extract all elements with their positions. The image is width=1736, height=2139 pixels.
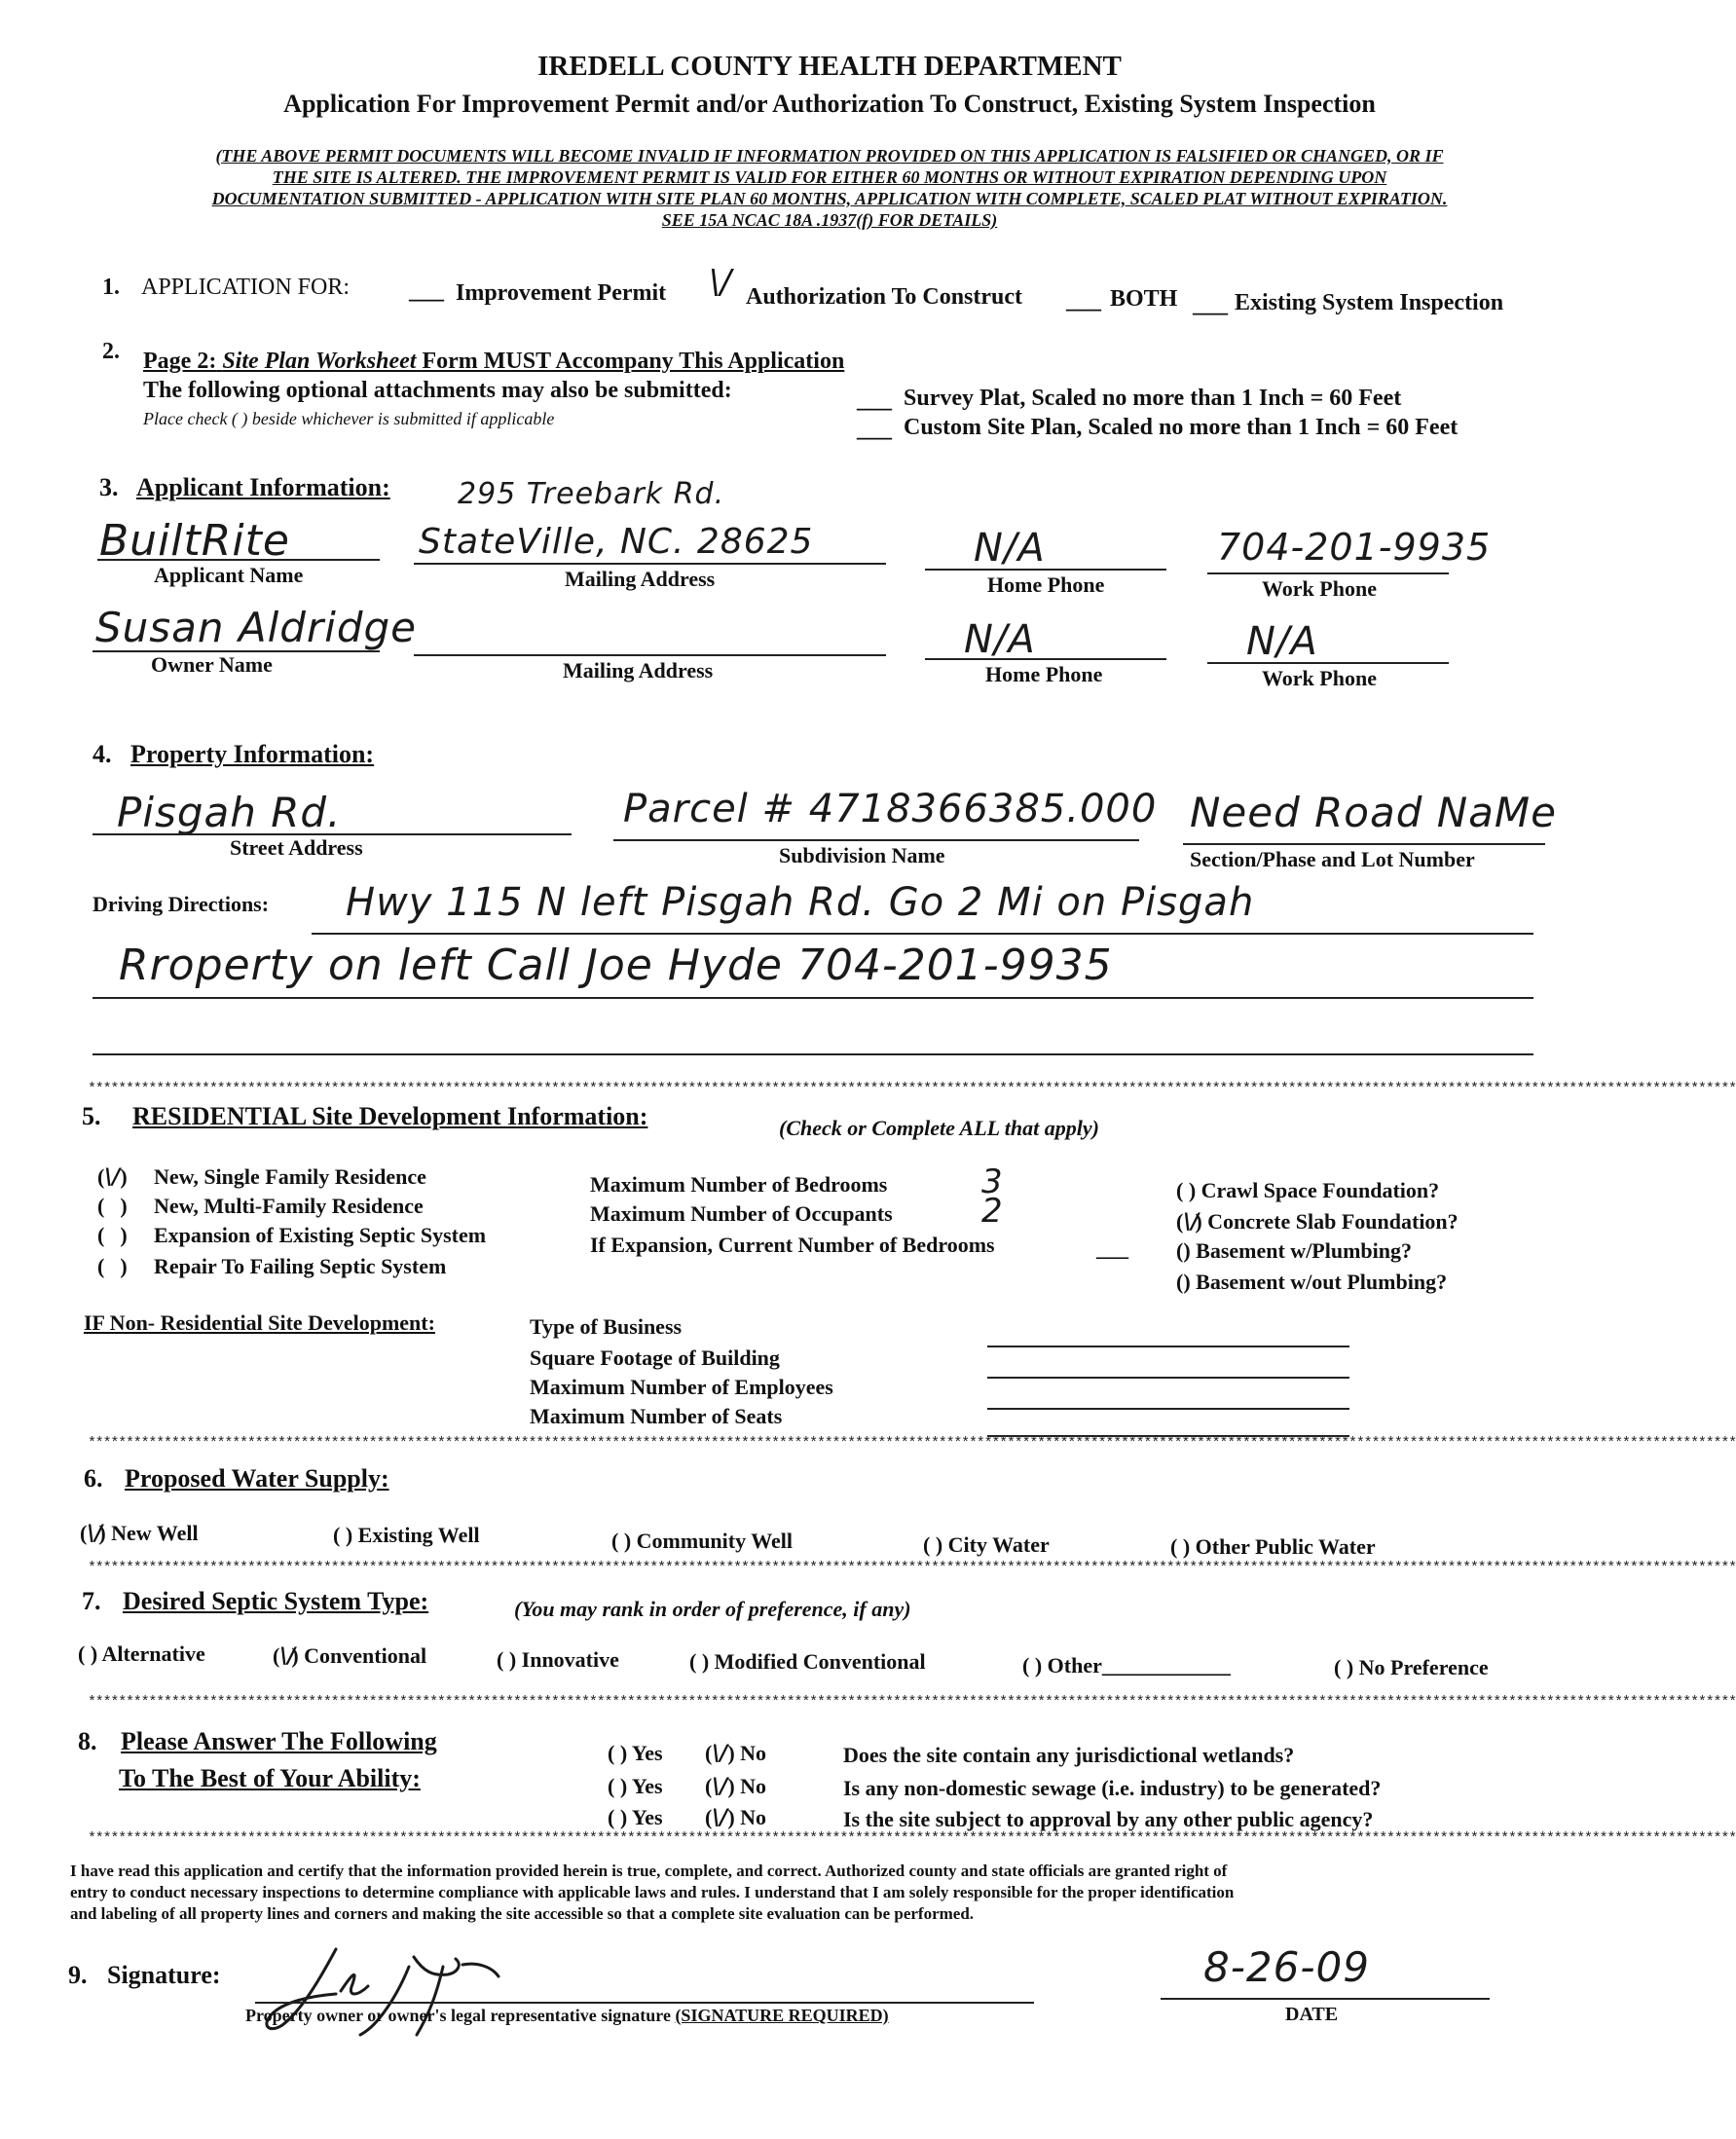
single-family-check-mark: \/ [104, 1165, 121, 1190]
question-agency: Is the site subject to approval by any other public agency? [843, 1807, 1374, 1831]
expansion-checkbox[interactable]: ( ) [97, 1223, 128, 1247]
directions-line-3 [92, 1053, 1533, 1055]
owner-work-phone-label: Work Phone [1262, 666, 1377, 690]
opt-single-family: New, Single Family Residence [154, 1164, 426, 1189]
section-7-note: (You may rank in order of preference, if any) [514, 1597, 911, 1621]
section-9-number: 9. [68, 1961, 88, 1989]
max-occupants-value[interactable]: 2 [981, 1192, 1004, 1231]
other-public-water-option[interactable]: ( ) Other Public Water [1170, 1534, 1376, 1559]
applicant-mailing-address-label: Mailing Address [565, 567, 716, 591]
owner-work-phone-line [1207, 662, 1449, 664]
section-8-label-1: Please Answer The Following [121, 1727, 437, 1755]
applicant-home-phone-value[interactable]: N/A [974, 526, 1046, 571]
basement-no-plumbing-option[interactable]: () Basement w/out Plumbing? [1176, 1270, 1448, 1294]
section-8-number: 8. [78, 1727, 97, 1755]
certification-line-3: and labeling of all property lines and corners and making the site accessible so that a complete site evaluation can be performed. [70, 1904, 975, 1923]
page-2-prefix: Page 2: [143, 349, 217, 374]
basement-plumbing-option[interactable]: () Basement w/Plumbing? [1176, 1238, 1413, 1263]
expansion-bedrooms-value[interactable]: ___ [1096, 1236, 1128, 1261]
crawl-space-option[interactable]: ( ) Crawl Space Foundation? [1176, 1178, 1440, 1202]
applicant-work-phone-label: Work Phone [1262, 576, 1377, 601]
other-septic-blank: ____________ [1101, 1653, 1231, 1678]
page-2-rest: Form MUST Accompany This Application [422, 349, 845, 374]
applicant-home-phone-label: Home Phone [987, 572, 1105, 597]
page-2-requirement [143, 349, 844, 375]
page-2-form-name: Site Plan Worksheet [222, 349, 417, 374]
section-phase-lot-label: Section/Phase and Lot Number [1190, 847, 1475, 871]
section-4-number: 4. [92, 740, 112, 768]
subdivision-line [613, 839, 1139, 841]
conventional-option[interactable]: (\/) Conventional [273, 1643, 427, 1669]
page-subtitle: Application For Improvement Permit and/or Authorization To Construct, Existing System Inspection [283, 90, 1376, 118]
directions-line-2 [92, 997, 1533, 999]
wetlands-no[interactable]: (\/) No [705, 1741, 767, 1766]
option-existing-system-inspection: Existing System Inspection [1235, 290, 1504, 315]
directions-line-1 [312, 933, 1533, 935]
owner-signature[interactable] [243, 1937, 555, 2045]
other-septic-option[interactable]: ( ) Other____________ [1022, 1653, 1231, 1678]
page-title: IREDELL COUNTY HEALTH DEPARTMENT [537, 51, 1122, 82]
notice-line-3: DOCUMENTATION SUBMITTED - APPLICATION WITH SITE PLAN 60 MONTHS, APPLICATION WITH COMPLETE, SCALED PLAT WITHOUT EXPIRATION. [211, 189, 1448, 208]
separator-stars: ************************************************************************************************************************************************************************************************************************* [88, 1830, 1736, 1847]
concrete-slab-check-mark: \/ [1183, 1210, 1200, 1235]
separator-stars: ************************************************************************************************************************************************************************************************************************* [88, 1560, 1736, 1576]
date-value[interactable]: 8-26-09 [1203, 1943, 1370, 1991]
subdivision-value[interactable]: Parcel # 4718366385.000 [623, 787, 1158, 831]
section-3-number: 3. [99, 473, 119, 501]
survey-plat-blank[interactable]: ___ [857, 387, 892, 413]
concrete-slab-option[interactable]: (\/) Concrete Slab Foundation? [1176, 1209, 1459, 1235]
section-2-number: 2. [102, 339, 120, 364]
custom-site-plan-option: Custom Site Plan, Scaled no more than 1 Inch = 60 Feet [904, 415, 1459, 440]
signature-caption [245, 2006, 889, 2026]
option-authorization-to-construct: Authorization To Construct [746, 284, 1023, 310]
driving-directions-label: Driving Directions: [92, 892, 270, 916]
notice-line-4: SEE 15A NCAC 18A .1937(f) FOR DETAILS) [661, 210, 998, 230]
max-occupants-label: Maximum Number of Occupants [590, 1201, 893, 1226]
owner-name-value[interactable]: Susan Aldridge [95, 604, 418, 651]
certification-line-1: I have read this application and certify that the information provided herein is true, complete, and correct. Authorized county and state officials are granted right of [70, 1862, 1228, 1880]
single-family-checkbox[interactable]: (\/) [97, 1164, 128, 1190]
notice-line-2: THE SITE IS ALTERED. THE IMPROVEMENT PERMIT IS VALID FOR EITHER 60 MONTHS OR WITHOUT EXPIRATION DEPENDING UPON [272, 167, 1387, 187]
driving-directions-line-2[interactable]: Rroperty on left Call Joe Hyde 704-201-9935 [119, 940, 1113, 990]
section-7-number: 7. [82, 1587, 101, 1615]
owner-mailing-address-label: Mailing Address [563, 658, 714, 682]
optional-attachments-text: The following optional attachments may also be submitted: [143, 378, 732, 403]
city-water-option[interactable]: ( ) City Water [923, 1532, 1050, 1557]
question-sewage: Is any non-domestic sewage (i.e. industry) to be generated? [843, 1776, 1382, 1800]
expansion-bedrooms-label: If Expansion, Current Number of Bedrooms [590, 1233, 995, 1257]
section-5-label: RESIDENTIAL Site Development Information: [132, 1102, 648, 1130]
wetlands-no-check-mark: \/ [712, 1742, 728, 1766]
new-well-check-mark: \/ [87, 1522, 103, 1546]
agency-no[interactable]: (\/) No [705, 1805, 767, 1830]
date-line [1161, 1998, 1490, 2000]
sewage-yes[interactable]: ( ) Yes [608, 1774, 663, 1798]
applicant-work-phone-line [1207, 572, 1449, 574]
option-improvement-permit: Improvement Permit [456, 280, 667, 306]
place-check-instruction: Place check ( ) beside whichever is submitted if applicable [143, 409, 555, 428]
subdivision-label: Subdivision Name [779, 843, 945, 867]
applicant-home-phone-line [925, 569, 1166, 571]
new-well-option[interactable]: (\/) New Well [80, 1521, 199, 1546]
signature-line [255, 2002, 1034, 2004]
applicant-name-label: Applicant Name [154, 563, 304, 587]
sewage-no[interactable]: (\/) No [705, 1774, 767, 1799]
applicant-address-line-2[interactable]: StateVille, NC. 28625 [419, 522, 814, 562]
certification-line-2: entry to conduct necessary inspections to determine compliance with applicable laws and rules. I understand that I am solely responsible for the proper identification [70, 1883, 1235, 1901]
agency-no-check-mark: \/ [712, 1806, 728, 1830]
improvement-permit-blank[interactable]: ___ [409, 278, 444, 304]
street-address-value[interactable]: Pisgah Rd. [117, 789, 342, 836]
wetlands-yes[interactable]: ( ) Yes [608, 1741, 663, 1765]
owner-work-phone-value[interactable]: N/A [1246, 619, 1318, 664]
no-preference-option[interactable]: ( ) No Preference [1334, 1655, 1489, 1679]
opt-multi-family: New, Multi-Family Residence [154, 1194, 424, 1218]
max-bedrooms-value[interactable]: 3 [981, 1162, 1004, 1201]
authorization-check-mark[interactable]: \/ [709, 263, 731, 302]
section-6-number: 6. [84, 1464, 103, 1493]
owner-home-phone-label: Home Phone [985, 662, 1103, 686]
modified-conventional-option[interactable]: ( ) Modified Conventional [689, 1649, 926, 1674]
applicant-name-value[interactable]: BuiltRite [99, 516, 290, 566]
section-1-label: APPLICATION FOR: [141, 275, 351, 300]
existing-well-option[interactable]: ( ) Existing Well [333, 1523, 480, 1547]
section-8-label-2: To The Best of Your Ability: [119, 1764, 421, 1792]
date-label: DATE [1285, 2004, 1339, 2025]
owner-address-line [414, 654, 886, 656]
custom-site-plan-blank[interactable]: ___ [857, 417, 892, 442]
driving-directions-line-1[interactable]: Hwy 115 N left Pisgah Rd. Go 2 Mi on Pisgah [346, 880, 1255, 925]
opt-expansion: Expansion of Existing Septic System [154, 1223, 487, 1247]
non-residential-label: IF Non- Residential Site Development: [84, 1310, 435, 1335]
square-footage-line[interactable] [987, 1377, 1349, 1379]
notice-line-1: (THE ABOVE PERMIT DOCUMENTS WILL BECOME INVALID IF INFORMATION PROVIDED ON THIS APPLICATION IS FALSIFIED OR CHANGED, OR IF [215, 146, 1444, 166]
innovative-option[interactable]: ( ) Innovative [497, 1647, 619, 1672]
owner-home-phone-value[interactable]: N/A [964, 617, 1036, 662]
separator-stars: ************************************************************************************************************************************************************************************************************************* [88, 1435, 1736, 1452]
type-of-business-label: Type of Business [530, 1314, 683, 1339]
survey-plat-option: Survey Plat, Scaled no more than 1 Inch = 60 Feet [904, 386, 1402, 411]
applicant-name-line [97, 559, 380, 561]
both-blank[interactable]: ___ [1066, 288, 1101, 313]
owner-home-phone-line [925, 658, 1166, 660]
signature-required: (SIGNATURE REQUIRED) [675, 2006, 889, 2025]
separator-stars: ************************************************************************************************************************************************************************************************************************* [88, 1694, 1736, 1711]
street-address-label: Street Address [230, 835, 363, 860]
option-both: BOTH [1110, 286, 1178, 312]
max-bedrooms-label: Maximum Number of Bedrooms [590, 1172, 888, 1197]
multi-family-checkbox[interactable]: ( ) [97, 1194, 128, 1218]
section-3-label: Applicant Information: [136, 473, 390, 501]
owner-name-label: Owner Name [151, 652, 273, 677]
section-4-label: Property Information: [130, 740, 375, 768]
max-employees-label: Maximum Number of Employees [530, 1375, 833, 1399]
applicant-address-line-1[interactable]: 295 Treebark Rd. [458, 477, 725, 511]
section-5-number: 5. [82, 1102, 101, 1130]
section-phase-lot-value[interactable]: Need Road NaMe [1190, 789, 1557, 836]
separator-stars: ************************************************************************************************************************************************************************************************************************* [88, 1081, 1736, 1097]
sewage-no-check-mark: \/ [712, 1775, 728, 1799]
type-of-business-line[interactable] [987, 1346, 1349, 1347]
applicant-work-phone-value[interactable]: 704-201-9935 [1217, 526, 1492, 569]
conventional-check-mark: \/ [279, 1644, 296, 1669]
applicant-address-line [414, 563, 886, 565]
max-seats-label: Maximum Number of Seats [530, 1404, 783, 1428]
max-employees-line[interactable] [987, 1408, 1349, 1410]
section-phase-lot-line [1183, 843, 1545, 845]
repair-checkbox[interactable]: ( ) [97, 1254, 128, 1278]
existing-system-blank[interactable]: ___ [1193, 292, 1228, 317]
alternative-option[interactable]: ( ) Alternative [78, 1641, 205, 1666]
section-9-label: Signature: [107, 1961, 221, 1989]
signature-caption-text: Property owner or owner's legal representative signature [245, 2006, 671, 2025]
agency-yes[interactable]: ( ) Yes [608, 1805, 663, 1829]
question-wetlands: Does the site contain any jurisdictional wetlands? [843, 1743, 1295, 1767]
community-well-option[interactable]: ( ) Community Well [611, 1529, 793, 1553]
square-footage-label: Square Footage of Building [530, 1346, 780, 1370]
section-5-note: (Check or Complete ALL that apply) [779, 1116, 1099, 1140]
opt-repair: Repair To Failing Septic System [154, 1254, 447, 1278]
section-6-label: Proposed Water Supply: [125, 1464, 389, 1493]
section-7-label: Desired Septic System Type: [123, 1587, 429, 1615]
section-1-number: 1. [102, 275, 120, 300]
